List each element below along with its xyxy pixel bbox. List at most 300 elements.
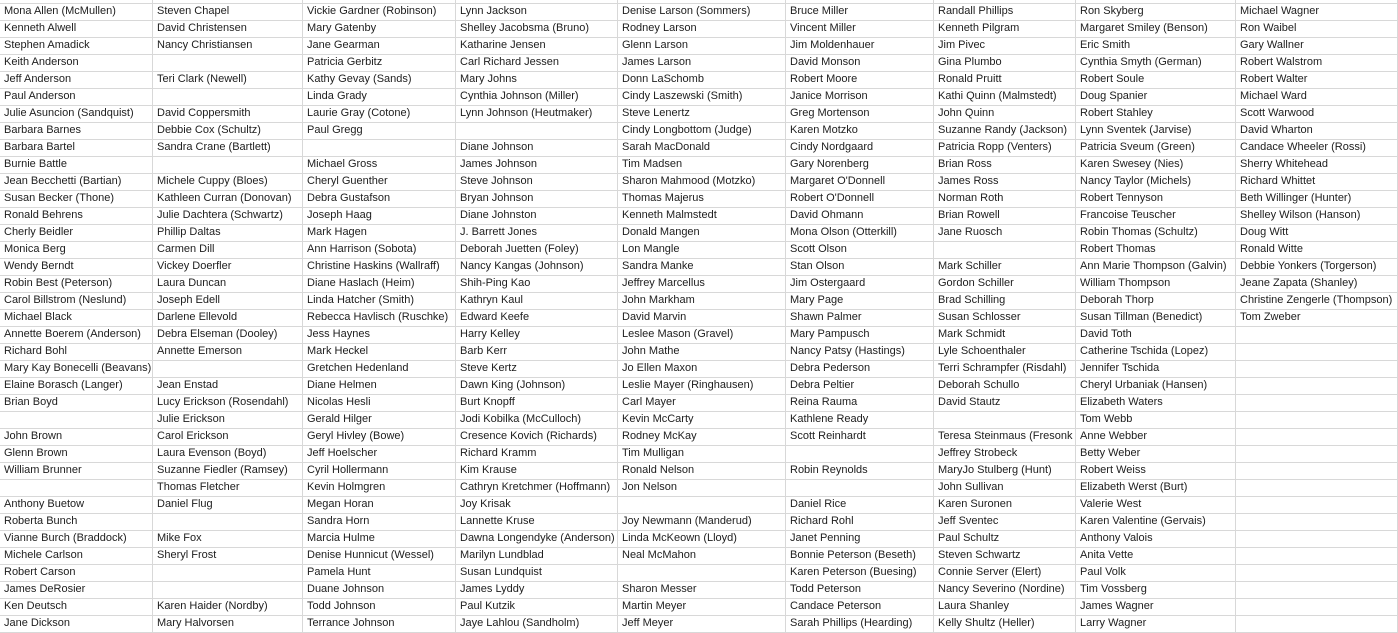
cell[interactable]: Jane Gearman (303, 38, 456, 55)
cell[interactable]: Mark Schmidt (934, 327, 1076, 344)
cell[interactable]: Debra Elseman (Dooley) (153, 327, 303, 344)
cell[interactable]: Debbie Yonkers (Torgerson) (1236, 259, 1398, 276)
cell[interactable]: Donald Mangen (618, 225, 786, 242)
cell[interactable] (1236, 463, 1398, 480)
cell[interactable]: Karen Haider (Nordby) (153, 599, 303, 616)
cell[interactable]: Bryan Johnson (456, 191, 618, 208)
cell[interactable]: Barb Kerr (456, 344, 618, 361)
cell[interactable]: Randall Phillips (934, 4, 1076, 21)
cell[interactable]: Shelley Jacobsma (Bruno) (456, 21, 618, 38)
cell[interactable]: Paul Kutzik (456, 599, 618, 616)
cell[interactable] (618, 497, 786, 514)
cell[interactable]: Gina Plumbo (934, 55, 1076, 72)
cell[interactable]: Robert Weiss (1076, 463, 1236, 480)
cell[interactable]: Kenneth Malmstedt (618, 208, 786, 225)
cell[interactable]: David Toth (1076, 327, 1236, 344)
cell[interactable]: Vickie Gardner (Robinson) (303, 4, 456, 21)
cell[interactable]: Anthony Buetow (0, 497, 153, 514)
cell[interactable]: Linda Grady (303, 89, 456, 106)
cell[interactable]: Kelly Shultz (Heller) (934, 616, 1076, 633)
cell[interactable]: Brian Boyd (0, 395, 153, 412)
cell[interactable]: Jon Nelson (618, 480, 786, 497)
cell[interactable]: Karen Peterson (Buesing) (786, 565, 934, 582)
cell[interactable]: Marcia Hulme (303, 531, 456, 548)
cell[interactable]: Vincent Miller (786, 21, 934, 38)
cell[interactable]: Jeff Anderson (0, 72, 153, 89)
cell[interactable]: Tim Vossberg (1076, 582, 1236, 599)
cell[interactable]: Janet Penning (786, 531, 934, 548)
cell[interactable]: Cyril Hollermann (303, 463, 456, 480)
cell[interactable]: Jess Haynes (303, 327, 456, 344)
cell[interactable]: James DeRosier (0, 582, 153, 599)
cell[interactable]: Bonnie Peterson (Beseth) (786, 548, 934, 565)
cell[interactable]: James Ross (934, 174, 1076, 191)
cell[interactable]: Connie Server (Elert) (934, 565, 1076, 582)
cell[interactable]: David Christensen (153, 21, 303, 38)
cell[interactable] (1236, 480, 1398, 497)
cell[interactable]: Doug Spanier (1076, 89, 1236, 106)
cell[interactable]: Michael Gross (303, 157, 456, 174)
cell[interactable]: Jeff Meyer (618, 616, 786, 633)
cell[interactable]: Julie Erickson (153, 412, 303, 429)
cell[interactable]: Deborah Thorp (1076, 293, 1236, 310)
cell[interactable]: Robert Walter (1236, 72, 1398, 89)
cell[interactable]: Catherine Tschida (Lopez) (1076, 344, 1236, 361)
cell[interactable]: Robert Thomas (1076, 242, 1236, 259)
cell[interactable]: Norman Roth (934, 191, 1076, 208)
cell[interactable]: Jeane Zapata (Shanley) (1236, 276, 1398, 293)
cell[interactable] (1236, 497, 1398, 514)
cell[interactable] (303, 140, 456, 157)
cell[interactable]: Dawn King (Johnson) (456, 378, 618, 395)
cell[interactable]: Robert Tennyson (1076, 191, 1236, 208)
cell[interactable]: Daniel Rice (786, 497, 934, 514)
cell[interactable]: Jim Pivec (934, 38, 1076, 55)
cell[interactable]: Tim Madsen (618, 157, 786, 174)
cell[interactable]: Jodi Kobilka (McCulloch) (456, 412, 618, 429)
cell[interactable]: Lucy Erickson (Rosendahl) (153, 395, 303, 412)
cell[interactable]: Carmen Dill (153, 242, 303, 259)
cell[interactable]: Shih-Ping Kao (456, 276, 618, 293)
cell[interactable]: Laura Evenson (Boyd) (153, 446, 303, 463)
cell[interactable]: Sarah MacDonald (618, 140, 786, 157)
cell[interactable]: Nancy Christiansen (153, 38, 303, 55)
cell[interactable]: David Monson (786, 55, 934, 72)
cell[interactable]: Steve Johnson (456, 174, 618, 191)
cell[interactable]: Burnie Battle (0, 157, 153, 174)
cell[interactable]: Gary Norenberg (786, 157, 934, 174)
cell[interactable]: Margaret O'Donnell (786, 174, 934, 191)
cell[interactable]: Rebecca Havlisch (Ruschke) (303, 310, 456, 327)
cell[interactable]: Karen Motzko (786, 123, 934, 140)
cell[interactable]: Jeffrey Strobeck (934, 446, 1076, 463)
cell[interactable]: Janice Morrison (786, 89, 934, 106)
cell[interactable]: Cindy Laszewski (Smith) (618, 89, 786, 106)
cell[interactable]: Robert Moore (786, 72, 934, 89)
cell[interactable]: Keith Anderson (0, 55, 153, 72)
cell[interactable]: Bruce Miller (786, 4, 934, 21)
cell[interactable] (153, 157, 303, 174)
cell[interactable]: Elaine Borasch (Langer) (0, 378, 153, 395)
cell[interactable]: Dawna Longendyke (Anderson) (456, 531, 618, 548)
cell[interactable]: Gretchen Hedenland (303, 361, 456, 378)
cell[interactable] (153, 55, 303, 72)
cell[interactable]: Brian Ross (934, 157, 1076, 174)
cell[interactable]: Terri Schrampfer (Risdahl) (934, 361, 1076, 378)
cell[interactable]: Mary Kay Bonecelli (Beavans) (0, 361, 153, 378)
cell[interactable]: Kenneth Pilgram (934, 21, 1076, 38)
cell[interactable]: Michael Ward (1236, 89, 1398, 106)
cell[interactable]: Richard Whittet (1236, 174, 1398, 191)
cell[interactable]: John Markham (618, 293, 786, 310)
cell[interactable]: Gordon Schiller (934, 276, 1076, 293)
cell[interactable]: Sandra Crane (Bartlett) (153, 140, 303, 157)
cell[interactable]: Lannette Kruse (456, 514, 618, 531)
cell[interactable]: Anne Webber (1076, 429, 1236, 446)
cell[interactable]: Kathryn Kaul (456, 293, 618, 310)
cell[interactable]: Glenn Larson (618, 38, 786, 55)
cell[interactable]: Jaye Lahlou (Sandholm) (456, 616, 618, 633)
cell[interactable]: Wendy Berndt (0, 259, 153, 276)
cell[interactable] (1236, 412, 1398, 429)
cell[interactable] (1236, 429, 1398, 446)
cell[interactable]: Candace Peterson (786, 599, 934, 616)
cell[interactable]: Christine Zengerle (Thompson) (1236, 293, 1398, 310)
cell[interactable]: Suzanne Randy (Jackson) (934, 123, 1076, 140)
cell[interactable]: Kathlene Ready (786, 412, 934, 429)
cell[interactable] (1236, 344, 1398, 361)
cell[interactable]: Karen Valentine (Gervais) (1076, 514, 1236, 531)
cell[interactable]: Debra Pederson (786, 361, 934, 378)
cell[interactable]: Vianne Burch (Braddock) (0, 531, 153, 548)
cell[interactable]: Pamela Hunt (303, 565, 456, 582)
cell[interactable]: William Brunner (0, 463, 153, 480)
cell[interactable] (1236, 531, 1398, 548)
cell[interactable]: David Ohmann (786, 208, 934, 225)
cell[interactable] (618, 565, 786, 582)
cell[interactable]: Cindy Longbottom (Judge) (618, 123, 786, 140)
cell[interactable]: Darlene Ellevold (153, 310, 303, 327)
cell[interactable]: Jim Ostergaard (786, 276, 934, 293)
cell[interactable]: Nancy Kangas (Johnson) (456, 259, 618, 276)
cell[interactable]: Donn LaSchomb (618, 72, 786, 89)
cell[interactable]: Michael Black (0, 310, 153, 327)
cell[interactable]: Sherry Whitehead (1236, 157, 1398, 174)
cell[interactable]: Carol Billstrom (Neslund) (0, 293, 153, 310)
cell[interactable]: Patricia Sveum (Green) (1076, 140, 1236, 157)
cell[interactable]: Kevin Holmgren (303, 480, 456, 497)
cell[interactable]: Neal McMahon (618, 548, 786, 565)
cell[interactable]: Cheryl Guenther (303, 174, 456, 191)
cell[interactable]: Robert Walstrom (1236, 55, 1398, 72)
cell[interactable]: Shawn Palmer (786, 310, 934, 327)
cell[interactable]: Scott Olson (786, 242, 934, 259)
cell[interactable]: Todd Peterson (786, 582, 934, 599)
cell[interactable] (153, 565, 303, 582)
cell[interactable]: Christine Haskins (Wallraff) (303, 259, 456, 276)
cell[interactable]: Patricia Gerbitz (303, 55, 456, 72)
cell[interactable]: Carl Richard Jessen (456, 55, 618, 72)
cell[interactable]: Annette Emerson (153, 344, 303, 361)
cell[interactable]: Lynn Jackson (456, 4, 618, 21)
cell[interactable]: Beth Willinger (Hunter) (1236, 191, 1398, 208)
cell[interactable]: Jeff Sventec (934, 514, 1076, 531)
cell[interactable]: Michele Cuppy (Bloes) (153, 174, 303, 191)
cell[interactable]: Stephen Amadick (0, 38, 153, 55)
cell[interactable]: Vickey Doerfler (153, 259, 303, 276)
cell[interactable]: Robert Stahley (1076, 106, 1236, 123)
cell[interactable]: Doug Witt (1236, 225, 1398, 242)
cell[interactable]: Joy Krisak (456, 497, 618, 514)
cell[interactable]: James Johnson (456, 157, 618, 174)
cell[interactable]: Ron Skyberg (1076, 4, 1236, 21)
cell[interactable]: Leslee Mason (Gravel) (618, 327, 786, 344)
cell[interactable]: David Marvin (618, 310, 786, 327)
cell[interactable]: Mona Olson (Otterkill) (786, 225, 934, 242)
cell[interactable] (1236, 582, 1398, 599)
cell[interactable]: Linda Hatcher (Smith) (303, 293, 456, 310)
cell[interactable]: Ken Deutsch (0, 599, 153, 616)
cell[interactable]: Gary Wallner (1236, 38, 1398, 55)
cell[interactable]: Robert Soule (1076, 72, 1236, 89)
cell[interactable]: Jeffrey Marcellus (618, 276, 786, 293)
cell[interactable]: Cheryl Urbaniak (Hansen) (1076, 378, 1236, 395)
cell[interactable]: Paul Anderson (0, 89, 153, 106)
cell[interactable]: Richard Kramm (456, 446, 618, 463)
cell[interactable]: Ann Marie Thompson (Galvin) (1076, 259, 1236, 276)
cell[interactable]: Suzanne Fiedler (Ramsey) (153, 463, 303, 480)
cell[interactable] (786, 480, 934, 497)
cell[interactable]: Jennifer Tschida (1076, 361, 1236, 378)
cell[interactable]: Cynthia Smyth (German) (1076, 55, 1236, 72)
cell[interactable]: Cresence Kovich (Richards) (456, 429, 618, 446)
cell[interactable]: Nicolas Hesli (303, 395, 456, 412)
cell[interactable]: William Thompson (1076, 276, 1236, 293)
cell[interactable]: Ronald Pruitt (934, 72, 1076, 89)
cell[interactable]: Carl Mayer (618, 395, 786, 412)
cell[interactable]: Susan Schlosser (934, 310, 1076, 327)
cell[interactable] (1236, 514, 1398, 531)
cell[interactable]: Lyle Schoenthaler (934, 344, 1076, 361)
cell[interactable]: Jean Becchetti (Bartian) (0, 174, 153, 191)
cell[interactable]: Kathy Gevay (Sands) (303, 72, 456, 89)
cell[interactable]: Michael Wagner (1236, 4, 1398, 21)
cell[interactable]: Candace Wheeler (Rossi) (1236, 140, 1398, 157)
cell[interactable]: Valerie West (1076, 497, 1236, 514)
cell[interactable]: Anthony Valois (1076, 531, 1236, 548)
cell[interactable]: Annette Boerem (Anderson) (0, 327, 153, 344)
cell[interactable]: Ron Waibel (1236, 21, 1398, 38)
cell[interactable]: Rodney McKay (618, 429, 786, 446)
cell[interactable] (1236, 599, 1398, 616)
cell[interactable] (1236, 616, 1398, 633)
cell[interactable]: Harry Kelley (456, 327, 618, 344)
cell[interactable]: Denise Larson (Sommers) (618, 4, 786, 21)
cell[interactable]: Diane Johnston (456, 208, 618, 225)
cell[interactable]: Barbara Bartel (0, 140, 153, 157)
cell[interactable]: Sharon Mahmood (Motzko) (618, 174, 786, 191)
cell[interactable]: Sheryl Frost (153, 548, 303, 565)
cell[interactable]: Cherly Beidler (0, 225, 153, 242)
cell[interactable]: Scott Warwood (1236, 106, 1398, 123)
cell[interactable]: J. Barrett Jones (456, 225, 618, 242)
cell[interactable]: Lynn Johnson (Heutmaker) (456, 106, 618, 123)
cell[interactable] (1236, 565, 1398, 582)
cell[interactable]: Terrance Johnson (303, 616, 456, 633)
cell[interactable]: Sarah Phillips (Hearding) (786, 616, 934, 633)
cell[interactable]: Carol Erickson (153, 429, 303, 446)
cell[interactable]: Todd Johnson (303, 599, 456, 616)
cell[interactable]: Paul Gregg (303, 123, 456, 140)
cell[interactable] (0, 480, 153, 497)
cell[interactable]: Joseph Haag (303, 208, 456, 225)
cell[interactable]: Scott Reinhardt (786, 429, 934, 446)
cell[interactable]: Tim Mulligan (618, 446, 786, 463)
cell[interactable]: Jane Ruosch (934, 225, 1076, 242)
cell[interactable]: Margaret Smiley (Benson) (1076, 21, 1236, 38)
cell[interactable]: Ronald Witte (1236, 242, 1398, 259)
cell[interactable] (1236, 361, 1398, 378)
cell[interactable]: Steven Schwartz (934, 548, 1076, 565)
cell[interactable]: Mary Pampusch (786, 327, 934, 344)
cell[interactable] (153, 361, 303, 378)
cell[interactable]: Linda McKeown (Lloyd) (618, 531, 786, 548)
cell[interactable]: Joseph Edell (153, 293, 303, 310)
cell[interactable]: Jeff Hoelscher (303, 446, 456, 463)
cell[interactable]: Ronald Nelson (618, 463, 786, 480)
cell[interactable]: Diane Haslach (Heim) (303, 276, 456, 293)
cell[interactable]: Marilyn Lundblad (456, 548, 618, 565)
cell[interactable]: Edward Keefe (456, 310, 618, 327)
cell[interactable]: Laura Duncan (153, 276, 303, 293)
cell[interactable]: John Brown (0, 429, 153, 446)
cell[interactable]: James Larson (618, 55, 786, 72)
cell[interactable]: Tom Zweber (1236, 310, 1398, 327)
cell[interactable]: Brian Rowell (934, 208, 1076, 225)
cell[interactable]: Teri Clark (Newell) (153, 72, 303, 89)
cell[interactable]: Duane Johnson (303, 582, 456, 599)
cell[interactable] (1236, 446, 1398, 463)
cell[interactable]: Megan Horan (303, 497, 456, 514)
cell[interactable]: Burt Knopff (456, 395, 618, 412)
cell[interactable] (786, 446, 934, 463)
cell[interactable]: Thomas Majerus (618, 191, 786, 208)
cell[interactable]: Thomas Fletcher (153, 480, 303, 497)
cell[interactable]: John Mathe (618, 344, 786, 361)
cell[interactable]: Lon Mangle (618, 242, 786, 259)
cell[interactable]: Mary Gatenby (303, 21, 456, 38)
cell[interactable]: Daniel Flug (153, 497, 303, 514)
cell[interactable]: Debra Gustafson (303, 191, 456, 208)
cell[interactable]: Robin Thomas (Schultz) (1076, 225, 1236, 242)
cell[interactable]: Laura Shanley (934, 599, 1076, 616)
cell[interactable]: Gerald Hilger (303, 412, 456, 429)
cell[interactable]: Richard Bohl (0, 344, 153, 361)
cell[interactable]: James Wagner (1076, 599, 1236, 616)
cell[interactable]: Nancy Severino (Nordine) (934, 582, 1076, 599)
cell[interactable]: Ann Harrison (Sobota) (303, 242, 456, 259)
cell[interactable]: Nancy Patsy (Hastings) (786, 344, 934, 361)
cell[interactable]: Diane Johnson (456, 140, 618, 157)
cell[interactable]: Mona Allen (McMullen) (0, 4, 153, 21)
cell[interactable]: Michele Carlson (0, 548, 153, 565)
cell[interactable]: Mary Page (786, 293, 934, 310)
cell[interactable]: David Wharton (1236, 123, 1398, 140)
cell[interactable]: Leslie Mayer (Ringhausen) (618, 378, 786, 395)
cell[interactable]: Rodney Larson (618, 21, 786, 38)
cell[interactable]: Brad Schilling (934, 293, 1076, 310)
cell[interactable]: Mary Halvorsen (153, 616, 303, 633)
cell[interactable]: Steve Kertz (456, 361, 618, 378)
cell[interactable]: John Quinn (934, 106, 1076, 123)
cell[interactable] (456, 123, 618, 140)
cell[interactable]: Steven Chapel (153, 4, 303, 21)
cell[interactable]: Robin Reynolds (786, 463, 934, 480)
cell[interactable]: Laurie Gray (Cotone) (303, 106, 456, 123)
cell[interactable] (153, 514, 303, 531)
cell[interactable]: Anita Vette (1076, 548, 1236, 565)
cell[interactable]: Susan Tillman (Benedict) (1076, 310, 1236, 327)
cell[interactable]: James Lyddy (456, 582, 618, 599)
cell[interactable]: Jim Moldenhauer (786, 38, 934, 55)
cell[interactable]: Robert O'Donnell (786, 191, 934, 208)
cell[interactable]: Larry Wagner (1076, 616, 1236, 633)
cell[interactable]: John Sullivan (934, 480, 1076, 497)
cell[interactable]: Roberta Bunch (0, 514, 153, 531)
cell[interactable]: Mark Schiller (934, 259, 1076, 276)
cell[interactable]: Teresa Steinmaus (Fresonk (934, 429, 1076, 446)
cell[interactable]: Mary Johns (456, 72, 618, 89)
cell[interactable]: Phillip Daltas (153, 225, 303, 242)
cell[interactable]: Karen Swesey (Nies) (1076, 157, 1236, 174)
cell[interactable]: Robin Best (Peterson) (0, 276, 153, 293)
cell[interactable]: Deborah Juetten (Foley) (456, 242, 618, 259)
cell[interactable]: Glenn Brown (0, 446, 153, 463)
cell[interactable]: Mike Fox (153, 531, 303, 548)
cell[interactable] (934, 242, 1076, 259)
cell[interactable]: Sandra Manke (618, 259, 786, 276)
cell[interactable]: Patricia Ropp (Venters) (934, 140, 1076, 157)
cell[interactable]: Jean Enstad (153, 378, 303, 395)
cell[interactable] (0, 412, 153, 429)
cell[interactable]: Nancy Taylor (Michels) (1076, 174, 1236, 191)
cell[interactable]: David Stautz (934, 395, 1076, 412)
cell[interactable]: Elizabeth Werst (Burt) (1076, 480, 1236, 497)
cell[interactable]: Barbara Barnes (0, 123, 153, 140)
cell[interactable]: Cynthia Johnson (Miller) (456, 89, 618, 106)
cell[interactable]: Kathi Quinn (Malmstedt) (934, 89, 1076, 106)
cell[interactable]: Lynn Sventek (Jarvise) (1076, 123, 1236, 140)
cell[interactable]: Betty Weber (1076, 446, 1236, 463)
cell[interactable]: Paul Schultz (934, 531, 1076, 548)
cell[interactable]: David Coppersmith (153, 106, 303, 123)
cell[interactable]: Francoise Teuscher (1076, 208, 1236, 225)
cell[interactable]: Martin Meyer (618, 599, 786, 616)
cell[interactable]: Kathleen Curran (Donovan) (153, 191, 303, 208)
cell[interactable]: Steve Lenertz (618, 106, 786, 123)
cell[interactable] (1236, 548, 1398, 565)
cell[interactable]: Susan Lundquist (456, 565, 618, 582)
cell[interactable]: Tom Webb (1076, 412, 1236, 429)
cell[interactable]: Debra Peltier (786, 378, 934, 395)
cell[interactable] (153, 89, 303, 106)
cell[interactable] (1236, 327, 1398, 344)
cell[interactable]: Cindy Nordgaard (786, 140, 934, 157)
cell[interactable]: Stan Olson (786, 259, 934, 276)
cell[interactable]: Ronald Behrens (0, 208, 153, 225)
cell[interactable]: Kim Krause (456, 463, 618, 480)
cell[interactable]: Denise Hunnicut (Wessel) (303, 548, 456, 565)
